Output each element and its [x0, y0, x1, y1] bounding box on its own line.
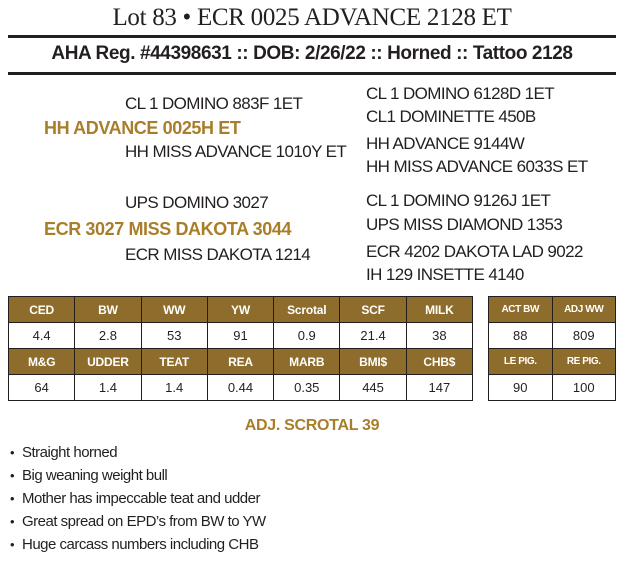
- title-divider: [8, 35, 616, 38]
- epd-value-row-2: [9, 375, 473, 401]
- list-item: [10, 533, 266, 556]
- pedigree-sire-dam: HH MISS ADVANCE 1010Y ET: [125, 142, 347, 161]
- epd-header-rea: REA: [207, 349, 273, 375]
- actuals-value-act-bw: 88: [489, 323, 553, 349]
- epd-header-chb: CHB$: [406, 349, 472, 375]
- pedigree-dam-dam-dam: IH 129 INSETTE 4140: [366, 265, 524, 284]
- epd-value-marb: 0.35: [274, 375, 340, 401]
- epd-header-bw: BW: [75, 297, 141, 323]
- epd-value-mg: 64: [9, 375, 75, 401]
- pedigree-dam-sire-dam: UPS MISS DIAMOND 1353: [366, 215, 563, 234]
- epd-header-row-2: [9, 349, 473, 375]
- registration-divider: [8, 72, 616, 75]
- bullet-icon: •: [10, 491, 15, 506]
- epd-header-ww: WW: [141, 297, 207, 323]
- epd-header-yw: YW: [207, 297, 273, 323]
- epd-value-bw: 2.8: [75, 323, 141, 349]
- bullet-icon: •: [10, 537, 15, 552]
- actuals-header-re-pig: RE PIG.: [552, 349, 616, 375]
- epd-header-udder: UDDER: [75, 349, 141, 375]
- actuals-value-le-pig: 90: [489, 375, 553, 401]
- actuals-header-le-pig: LE PIG.: [489, 349, 553, 375]
- epd-header-milk: MILK: [406, 297, 472, 323]
- actuals-header-act-bw: ACT BW: [489, 297, 553, 323]
- epd-header-scf: SCF: [340, 297, 406, 323]
- pedigree-sire-sire-dam: CL1 DOMINETTE 450B: [366, 107, 536, 126]
- pedigree-dam-sire-sire: CL 1 DOMINO 9126J 1ET: [366, 191, 551, 210]
- pedigree-dam-sire: UPS DOMINO 3027: [125, 193, 269, 212]
- list-item: [10, 510, 266, 533]
- epd-header-mg: M&G: [9, 349, 75, 375]
- epd-value-ww: 53: [141, 323, 207, 349]
- pedigree-sire-sire-sire: CL 1 DOMINO 6128D 1ET: [366, 84, 555, 103]
- note-text: Huge carcass numbers including CHB: [22, 536, 259, 553]
- actuals-header-adj-ww: ADJ WW: [552, 297, 616, 323]
- epd-header-ced: CED: [9, 297, 75, 323]
- registration-line: AHA Reg. #44398631 :: DOB: 2/26/22 :: Horned :: Tattoo 2128: [51, 43, 573, 64]
- epd-header-bmi: BMI$: [340, 349, 406, 375]
- pedigree-sire-dam-dam: HH MISS ADVANCE 6033S ET: [366, 157, 588, 176]
- epd-table: [8, 296, 473, 401]
- list-item: [10, 464, 266, 487]
- epd-header-scrotal: Scrotal: [274, 297, 340, 323]
- epd-value-scf: 21.4: [340, 323, 406, 349]
- note-text: Big weaning weight bull: [22, 467, 168, 484]
- epd-value-yw: 91: [207, 323, 273, 349]
- actuals-header-row-2: [489, 349, 616, 375]
- epd-value-row-1: [9, 323, 473, 349]
- list-item: [10, 487, 266, 510]
- adj-scrotal: ADJ. SCROTAL 39: [244, 417, 380, 434]
- actuals-value-adj-ww: 809: [552, 323, 616, 349]
- note-text: Straight horned: [22, 444, 118, 461]
- pedigree-dam-dam: ECR MISS DAKOTA 1214: [125, 245, 311, 264]
- epd-value-rea: 0.44: [207, 375, 273, 401]
- epd-header-marb: MARB: [274, 349, 340, 375]
- epd-value-udder: 1.4: [75, 375, 141, 401]
- epd-value-teat: 1.4: [141, 375, 207, 401]
- note-text: Mother has impeccable teat and udder: [22, 490, 260, 507]
- epd-value-milk: 38: [406, 323, 472, 349]
- pedigree-sire-dam-sire: HH ADVANCE 9144W: [366, 134, 525, 153]
- bullet-icon: •: [10, 445, 15, 460]
- lot-title: Lot 83 • ECR 0025 ADVANCE 2128 ET: [112, 4, 512, 31]
- pedigree-sire: HH ADVANCE 0025H ET: [44, 118, 241, 138]
- epd-value-ced: 4.4: [9, 323, 75, 349]
- actuals-value-row-2: [489, 375, 616, 401]
- actuals-value-row-1: [489, 323, 616, 349]
- epd-value-bmi: 445: [340, 375, 406, 401]
- actuals-table: [488, 296, 616, 401]
- epd-value-scrotal: 0.9: [274, 323, 340, 349]
- notes-list: [10, 441, 266, 556]
- list-item: [10, 441, 266, 464]
- bullet-icon: •: [10, 514, 15, 529]
- pedigree-dam-dam-sire: ECR 4202 DAKOTA LAD 9022: [366, 242, 583, 261]
- bullet-icon: •: [10, 468, 15, 483]
- pedigree-dam: ECR 3027 MISS DAKOTA 3044: [44, 219, 292, 239]
- epd-value-chb: 147: [406, 375, 472, 401]
- actuals-header-row-1: [489, 297, 616, 323]
- actuals-value-re-pig: 100: [552, 375, 616, 401]
- epd-header-teat: TEAT: [141, 349, 207, 375]
- epd-header-row-1: [9, 297, 473, 323]
- note-text: Great spread on EPD’s from BW to YW: [22, 513, 266, 530]
- pedigree-sire-sire: CL 1 DOMINO 883F 1ET: [125, 94, 303, 113]
